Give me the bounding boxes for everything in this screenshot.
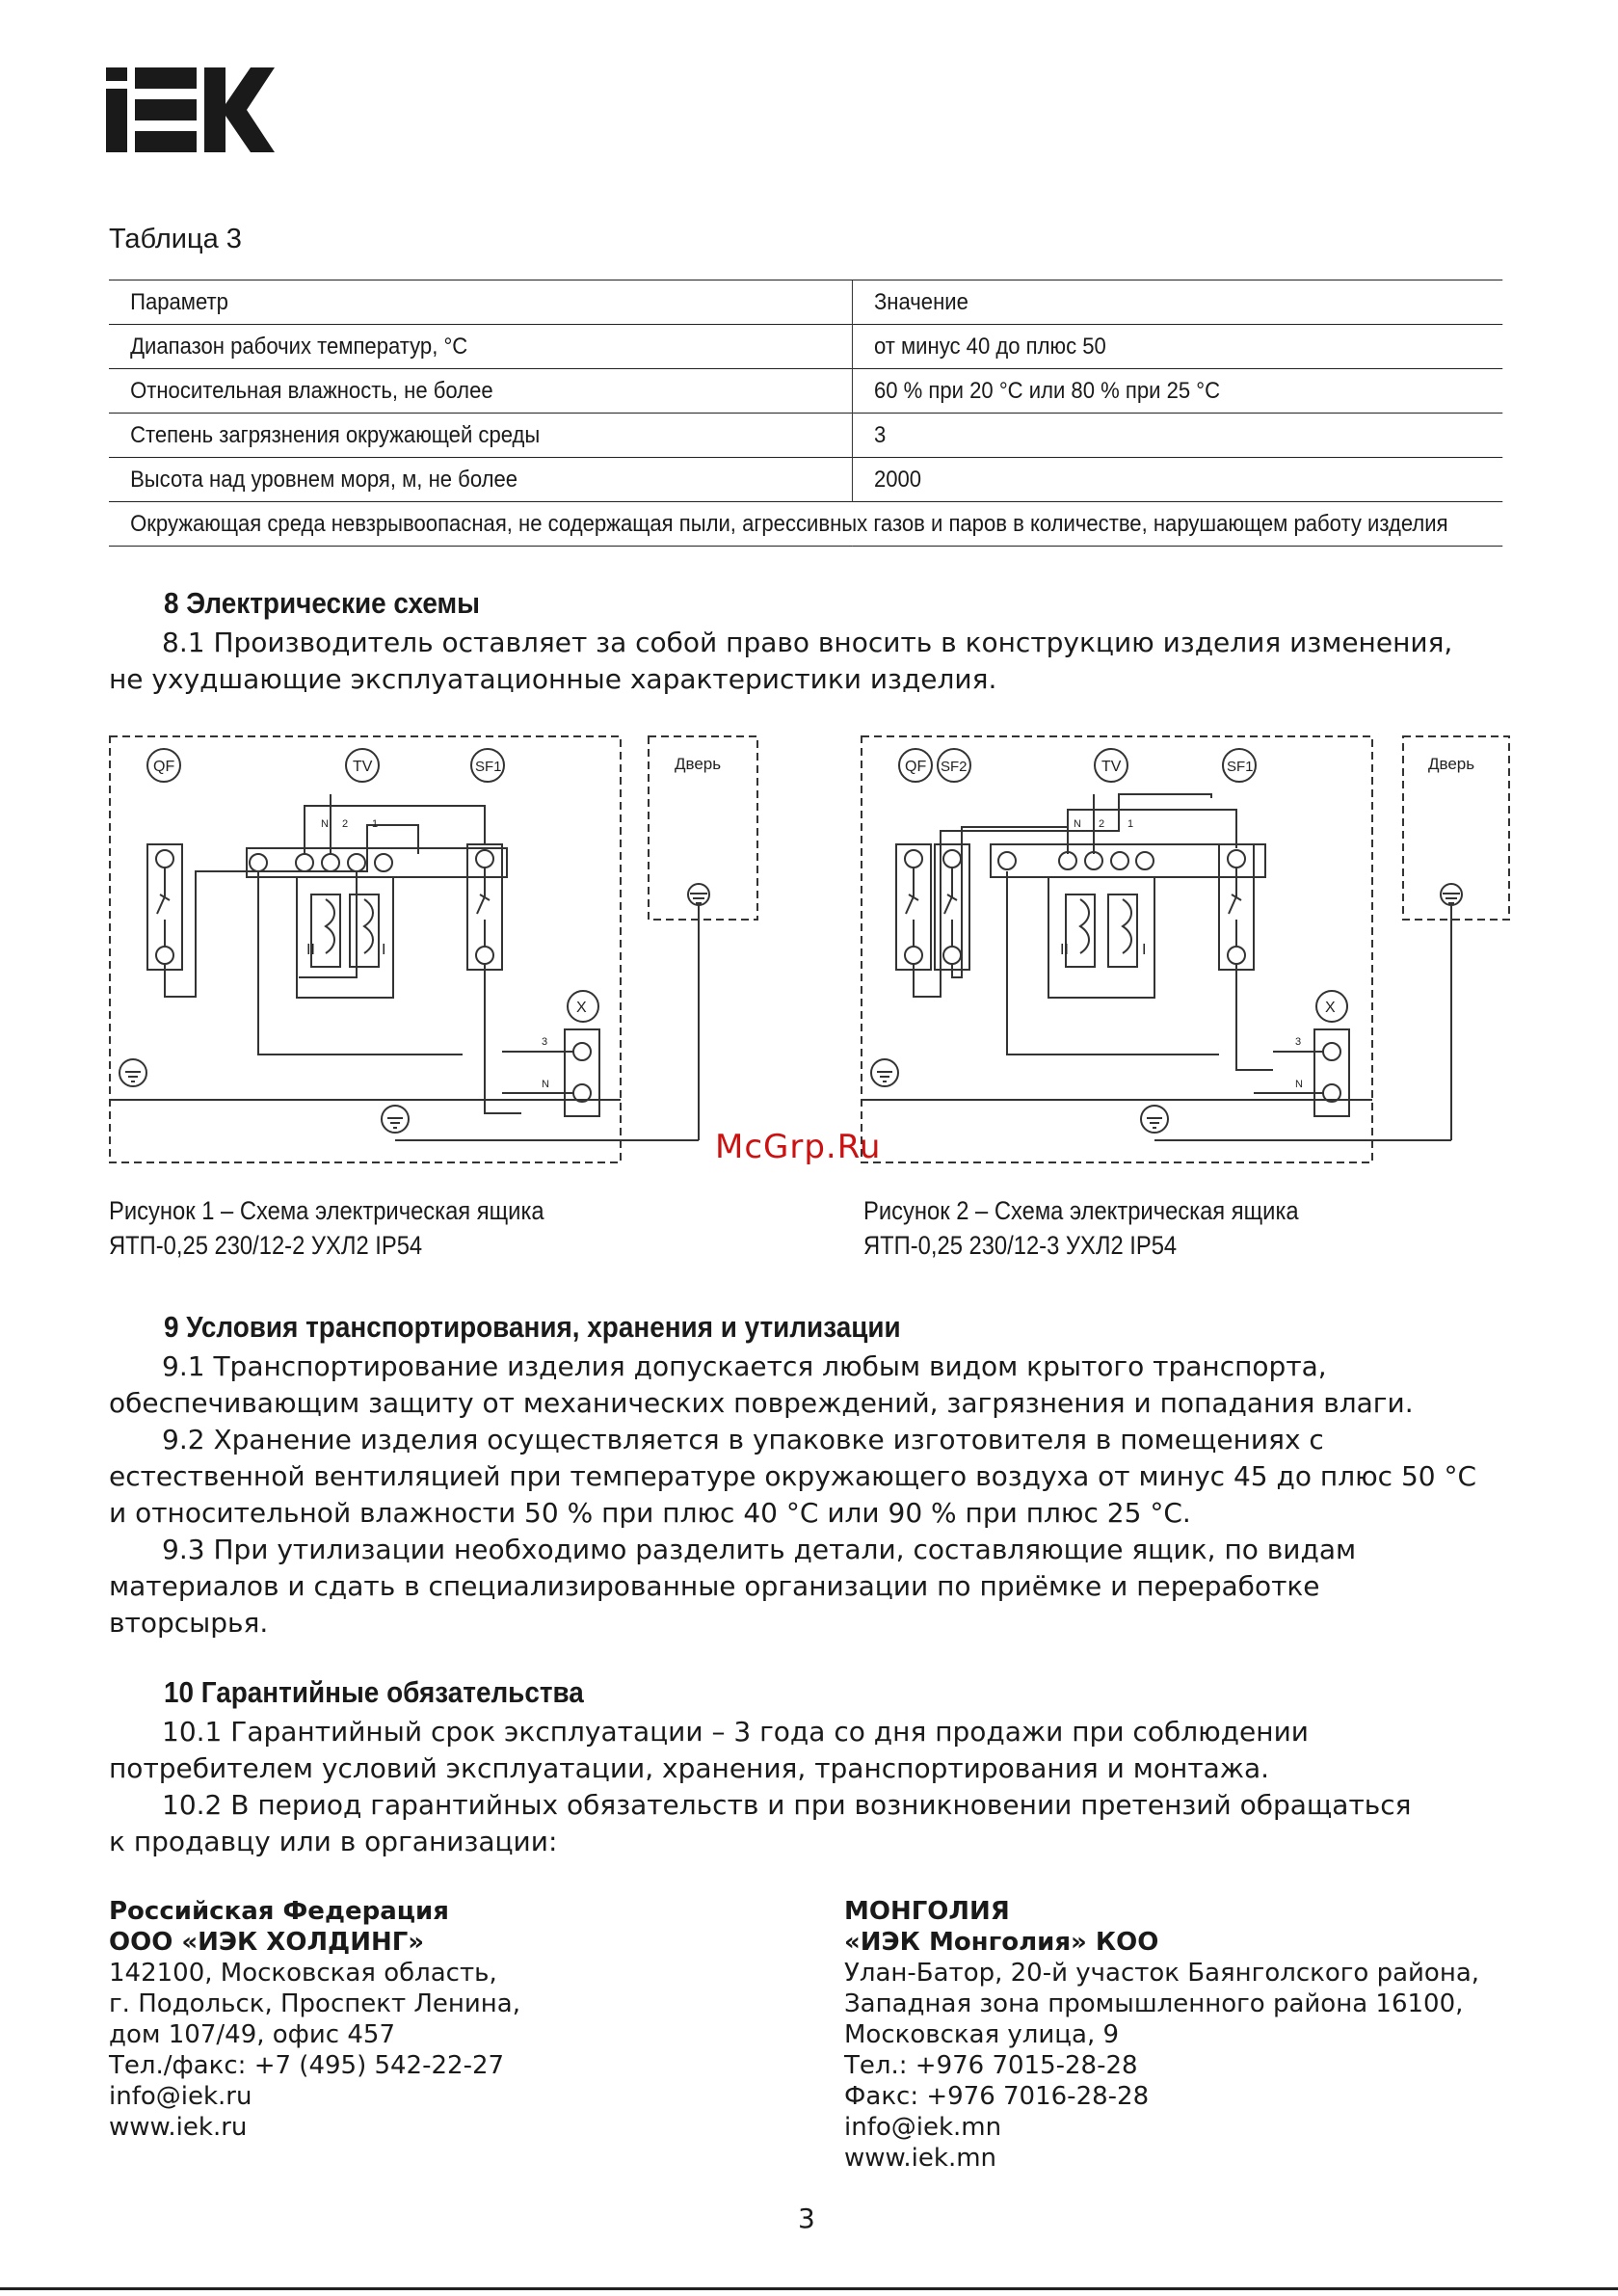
terminal-n-label: N <box>1295 1079 1303 1090</box>
section-10-paragraphs <box>109 1714 1506 1860</box>
address-line: Западная зона промышленного района 16100, <box>844 1989 1464 2018</box>
tv-label: TV <box>353 759 373 775</box>
para-line: Хранение изделия осуществляется в упаковке изготовителя в помещениях с <box>213 1424 1324 1455</box>
terminal-1-label: 1 <box>372 818 379 830</box>
address-phone: Тел.: +976 7015-28-28 <box>844 2051 1138 2080</box>
watermark: McGrp.Ru <box>715 1128 882 1166</box>
winding-1-label: I <box>382 942 386 958</box>
header-param: Параметр <box>109 280 852 325</box>
figure-2-schematic <box>856 731 1530 1184</box>
terminal-n-label: N <box>321 818 329 830</box>
bottom-rule <box>0 2287 1618 2290</box>
sf1-label: SF1 <box>1227 759 1254 775</box>
address-web[interactable]: www.iek.ru <box>109 2113 248 2142</box>
para-number: 10.1 <box>162 1716 223 1748</box>
table-footer-cell: Окружающая среда невзрывоопасная, не содержащая пыли, агрессивных газов и паров в количестве, нарушающем работу изделия <box>109 502 1502 547</box>
para-number: 9.1 <box>162 1350 205 1382</box>
qf-breaker <box>896 844 931 970</box>
address-company: ООО «ИЭК ХОЛДИНГ» <box>109 1928 425 1957</box>
section-8-paragraph <box>109 625 1506 698</box>
address-line: дом 107/49, офис 457 <box>109 2020 395 2049</box>
sf1-breaker <box>1219 844 1254 970</box>
table-cell: Степень загрязнения окружающей среды <box>109 414 852 458</box>
section-8-heading: 8 Электрические схемы <box>164 586 480 620</box>
x-label: X <box>1325 1000 1336 1016</box>
tv-label: TV <box>1101 759 1122 775</box>
figure-1-schematic <box>104 731 779 1184</box>
para-number: 9.3 <box>162 1534 205 1565</box>
table-row <box>109 369 1502 414</box>
table-cell: 60 % при 20 °C или 80 % при 25 °C <box>852 369 1502 414</box>
figure-2-caption <box>863 1193 1299 1263</box>
para-line: вторсырья. <box>109 1607 269 1639</box>
qf-label: QF <box>153 759 175 775</box>
para-number: 10.2 <box>162 1789 223 1821</box>
para-line: При утилизации необходимо разделить детали, составляющие ящик, по видам <box>213 1534 1357 1565</box>
address-email[interactable]: info@iek.mn <box>844 2113 1002 2142</box>
para-line: к продавцу или в организации: <box>109 1826 558 1857</box>
winding-2-label: II <box>1060 942 1069 958</box>
spec-table <box>109 280 1502 547</box>
sf2-label: SF2 <box>941 759 968 775</box>
terminal-3-label: 3 <box>1295 1036 1302 1048</box>
qf-breaker <box>147 844 182 970</box>
para-line: Транспортирование изделия допускается любым видом крытого транспорта, <box>213 1350 1327 1382</box>
section-10-heading: 10 Гарантийные обязательства <box>164 1675 584 1709</box>
caption-line: ЯТП-0,25 230/12-2 УХЛ2 IP54 <box>109 1231 423 1260</box>
sf1-breaker <box>467 844 502 970</box>
para-line: материалов и сдать в специализированные организации по приёмке и переработке <box>109 1570 1320 1602</box>
terminal-3-label: 3 <box>542 1036 548 1048</box>
para-line: потребителем условий эксплуатации, хранения, транспортирования и монтажа. <box>109 1752 1270 1784</box>
para-line: Производитель оставляет за собой право вносить в конструкцию изделия изменения, <box>213 627 1453 658</box>
address-line: г. Подольск, Проспект Ленина, <box>109 1989 521 2018</box>
address-mongolia <box>844 1896 1479 2174</box>
caption-line: ЯТП-0,25 230/12-3 УХЛ2 IP54 <box>863 1231 1178 1260</box>
winding-1-label: I <box>1142 942 1147 958</box>
address-email[interactable]: info@iek.ru <box>109 2082 252 2111</box>
para-number: 9.2 <box>162 1424 205 1455</box>
para-line: не ухудшающие эксплуатационные характеристики изделия. <box>109 663 997 695</box>
table-header-row <box>109 280 1502 325</box>
door-label: Дверь <box>675 755 722 773</box>
transformer <box>1048 877 1154 998</box>
cabinet-outline <box>862 736 1372 1162</box>
table-cell: Высота над уровнем моря, м, не более <box>109 458 852 502</box>
qf-label: QF <box>905 759 927 775</box>
para-line: Гарантийный срок эксплуатации – 3 года со дня продажи при соблюдении <box>230 1716 1309 1748</box>
address-web[interactable]: www.iek.mn <box>844 2144 997 2173</box>
section-9-paragraphs <box>109 1348 1506 1642</box>
address-country: Российская Федерация <box>109 1897 449 1926</box>
caption-line: Рисунок 2 – Схема электрическая ящика <box>863 1196 1299 1225</box>
table-row <box>109 458 1502 502</box>
page-number: 3 <box>798 2203 815 2234</box>
table-cell: 3 <box>852 414 1502 458</box>
table-cell: Диапазон рабочих температур, °C <box>109 325 852 369</box>
address-line: Московская улица, 9 <box>844 2020 1120 2049</box>
table-row <box>109 414 1502 458</box>
section-9-heading: 9 Условия транспортирования, хранения и утилизации <box>164 1310 901 1344</box>
address-line: 142100, Московская область, <box>109 1959 497 1988</box>
terminal-1-label: 1 <box>1127 818 1134 830</box>
winding-2-label: II <box>306 942 315 958</box>
header-value: Значение <box>852 280 1502 325</box>
address-company: «ИЭК Монголия» КОО <box>844 1928 1159 1957</box>
address-phone: Тел./факс: +7 (495) 542-22-27 <box>109 2051 505 2080</box>
para-number: 8.1 <box>162 627 205 658</box>
table-caption: Таблица 3 <box>109 224 242 254</box>
table-cell: 2000 <box>852 458 1502 502</box>
address-line: Улан-Батор, 20-й участок Баянголского района, <box>844 1959 1480 1988</box>
para-line: В период гарантийных обязательств и при возникновении претензий обращаться <box>230 1789 1412 1821</box>
table-row <box>109 325 1502 369</box>
x-label: X <box>576 1000 587 1016</box>
terminal-n-label: N <box>542 1079 549 1090</box>
para-line: и относительной влажности 50 % при плюс 40 °C или 90 % при плюс 25 °C. <box>109 1497 1191 1529</box>
cabinet-outline <box>110 736 621 1162</box>
sf1-label: SF1 <box>475 759 502 775</box>
table-cell: Относительная влажность, не более <box>109 369 852 414</box>
table-cell: от минус 40 до плюс 50 <box>852 325 1502 369</box>
terminal-2-label: 2 <box>342 818 349 830</box>
para-line: обеспечивающим защиту от механических повреждений, загрязнения и попадания влаги. <box>109 1387 1414 1419</box>
figure-1-caption <box>109 1193 544 1263</box>
iek-logo <box>106 67 275 152</box>
door-label: Дверь <box>1428 755 1475 773</box>
terminal-2-label: 2 <box>1099 818 1105 830</box>
address-russia <box>109 1896 520 2143</box>
address-fax: Факс: +976 7016-28-28 <box>844 2082 1150 2111</box>
para-line: естественной вентиляцией при температуре окружающего воздуха от минус 45 до плюс 50 °C <box>109 1460 1477 1492</box>
address-country: МОНГОЛИЯ <box>844 1897 1010 1926</box>
caption-line: Рисунок 1 – Схема электрическая ящика <box>109 1196 544 1225</box>
terminal-n-label: N <box>1074 818 1081 830</box>
table-footer-row <box>109 502 1502 547</box>
